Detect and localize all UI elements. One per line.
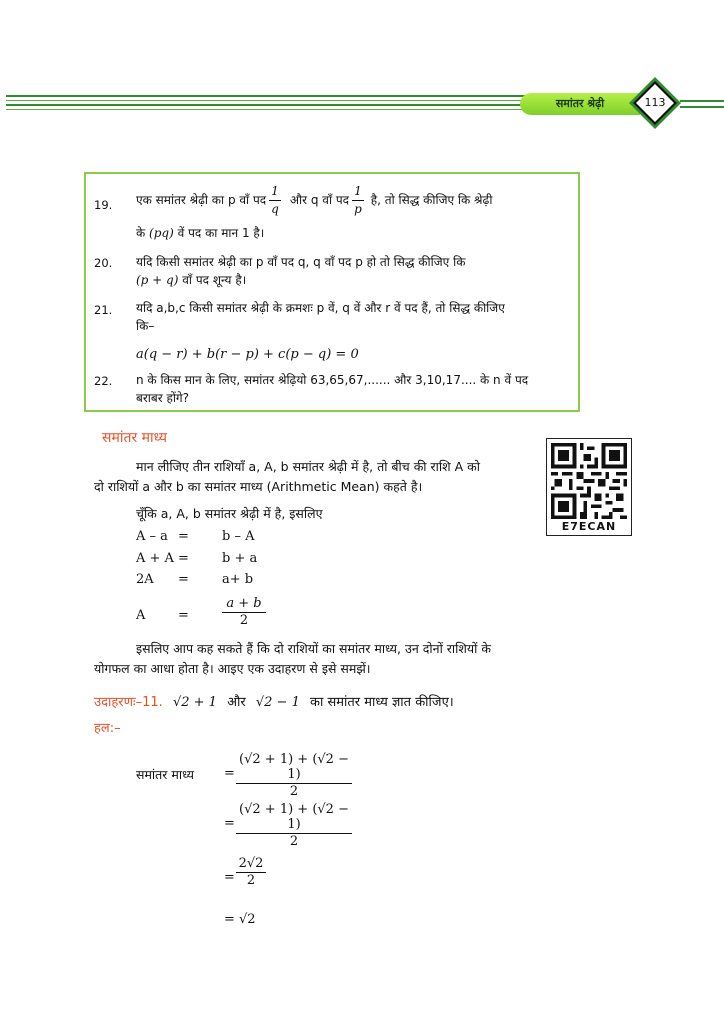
- chapter-title: समांतर श्रेढ़ी: [520, 93, 640, 115]
- question-text: और q वाँ पद: [289, 192, 350, 207]
- example-label: उदाहरणः–11.: [94, 695, 163, 710]
- fraction-numerator: 1: [269, 183, 281, 201]
- question-21-equation: a(q − r) + b(r − p) + c(p − q) = 0: [136, 347, 359, 362]
- mean-fraction: [222, 596, 266, 628]
- question-20-line1: यदि किसी समांतर श्रेढ़ी का p वाँ पद q, q वाँ पद p हो तो सिद्ध कीजिए कि: [136, 255, 466, 269]
- header-rule: [680, 100, 724, 102]
- solution-fraction: [236, 752, 352, 799]
- math-expression: √2 + 1: [172, 695, 217, 710]
- question-19-line1: [136, 180, 576, 220]
- qr-code-card[interactable]: [546, 438, 632, 536]
- paragraph-line: दो राशियों a और b का समांतर माध्य (Arithmetic Mean) कहते है।: [94, 479, 423, 494]
- fraction-denominator: q: [271, 201, 279, 216]
- paragraph-line: चूँकि a, A, b समांतर श्रेढ़ी में है, इसलिए: [136, 506, 323, 521]
- step-lhs: 2A: [136, 572, 154, 587]
- question-number: 21.: [94, 303, 113, 317]
- solution-fraction: [236, 856, 266, 888]
- fraction-denominator: 2: [246, 873, 256, 888]
- fraction: [269, 183, 281, 218]
- question-number: 20.: [94, 256, 113, 270]
- step-equals: =: [178, 572, 189, 587]
- fraction-denominator: 2: [289, 834, 299, 849]
- question-21-line2: कि–: [136, 319, 155, 333]
- paragraph-line: मान लीजिए तीन राशियाँ a, A, b समांतर श्रेढ़ी में है, तो बीच की राशि A को: [136, 459, 480, 474]
- step-equals: =: [178, 551, 189, 566]
- question-22-line1: n के किस मान के लिए, समांतर श्रेढ़ियो 63,65,67,...... और 3,10,17.... के n वें पद: [136, 373, 529, 387]
- step-lhs: A + A: [136, 551, 174, 566]
- header-rule: [680, 106, 724, 108]
- step-equals: =: [224, 870, 235, 885]
- fraction-numerator: (√2 + 1) + (√2 − 1): [236, 752, 352, 784]
- question-text: है, तो सिद्ध कीजिए कि श्रेढ़ी: [370, 192, 493, 207]
- step-rhs: a+ b: [222, 572, 254, 587]
- fraction-denominator: p: [354, 201, 362, 216]
- fraction-numerator: 1: [352, 183, 364, 201]
- example-text: का समांतर माध्य ज्ञात कीजिए।: [309, 695, 454, 710]
- solution-final: = √2: [224, 912, 256, 927]
- fraction-denominator: 2: [289, 784, 299, 799]
- fraction-numerator: (√2 + 1) + (√2 − 1): [236, 802, 352, 834]
- page-number: 113: [644, 96, 666, 109]
- paragraph-line: योगफल का आधा होता है। आइए एक उदाहरण से इसे समझें।: [94, 661, 371, 676]
- paragraph-line: इसलिए आप कह सकते हैं कि दो राशियों का समांतर माध्य, उन दोनों राशियों के: [136, 641, 491, 656]
- fraction-denominator: 2: [239, 613, 249, 628]
- header-rule: [6, 95, 566, 97]
- fraction-numerator: a + b: [222, 596, 266, 613]
- qr-code-icon: [551, 443, 627, 519]
- step-lhs: A – a: [136, 529, 168, 544]
- header-rule: [6, 109, 566, 110]
- solution-label: हल:–: [94, 721, 121, 736]
- qr-code-label: E7ECAN: [561, 520, 617, 533]
- question-text: एक समांतर श्रेढ़ी का p वाँ पद: [136, 192, 267, 207]
- math-expression: (p + q): [136, 273, 179, 287]
- header-rule: [6, 104, 566, 106]
- step-lhs: A: [136, 608, 146, 623]
- step-rhs: b – A: [222, 529, 255, 544]
- fraction-numerator: 2√2: [236, 856, 266, 873]
- step-equals: =: [224, 816, 235, 831]
- example-line: [94, 692, 454, 710]
- question-text: वाँ पद शून्य है।: [182, 273, 247, 287]
- question-20-line2: [136, 272, 246, 289]
- step-equals: =: [178, 608, 189, 623]
- question-19-line2: के (pq) वें पद का मान 1 है।: [136, 226, 265, 240]
- example-text: और: [227, 695, 246, 710]
- math-expression: (pq): [149, 226, 174, 240]
- fraction: [352, 183, 364, 218]
- solution-fraction: [236, 802, 352, 849]
- solution-lhs: समांतर माध्य: [136, 767, 195, 782]
- question-21-line1: यदि a,b,c किसी समांतर श्रेढ़ी के क्रमशः p वें, q वें और r वें पद हैं, तो सिद्ध कीजिए: [136, 301, 505, 315]
- section-heading: समांतर माध्य: [102, 430, 167, 446]
- question-number: 22.: [94, 374, 113, 388]
- step-rhs: b + a: [222, 551, 258, 566]
- header-rule: [6, 100, 566, 101]
- math-expression: √2 − 1: [255, 695, 300, 710]
- question-text: वें पद का मान 1 है।: [177, 226, 265, 240]
- question-number: 19.: [94, 198, 113, 212]
- step-equals: =: [224, 766, 235, 781]
- step-equals: =: [178, 529, 189, 544]
- question-22-line2: बराबर होंगे?: [136, 391, 190, 405]
